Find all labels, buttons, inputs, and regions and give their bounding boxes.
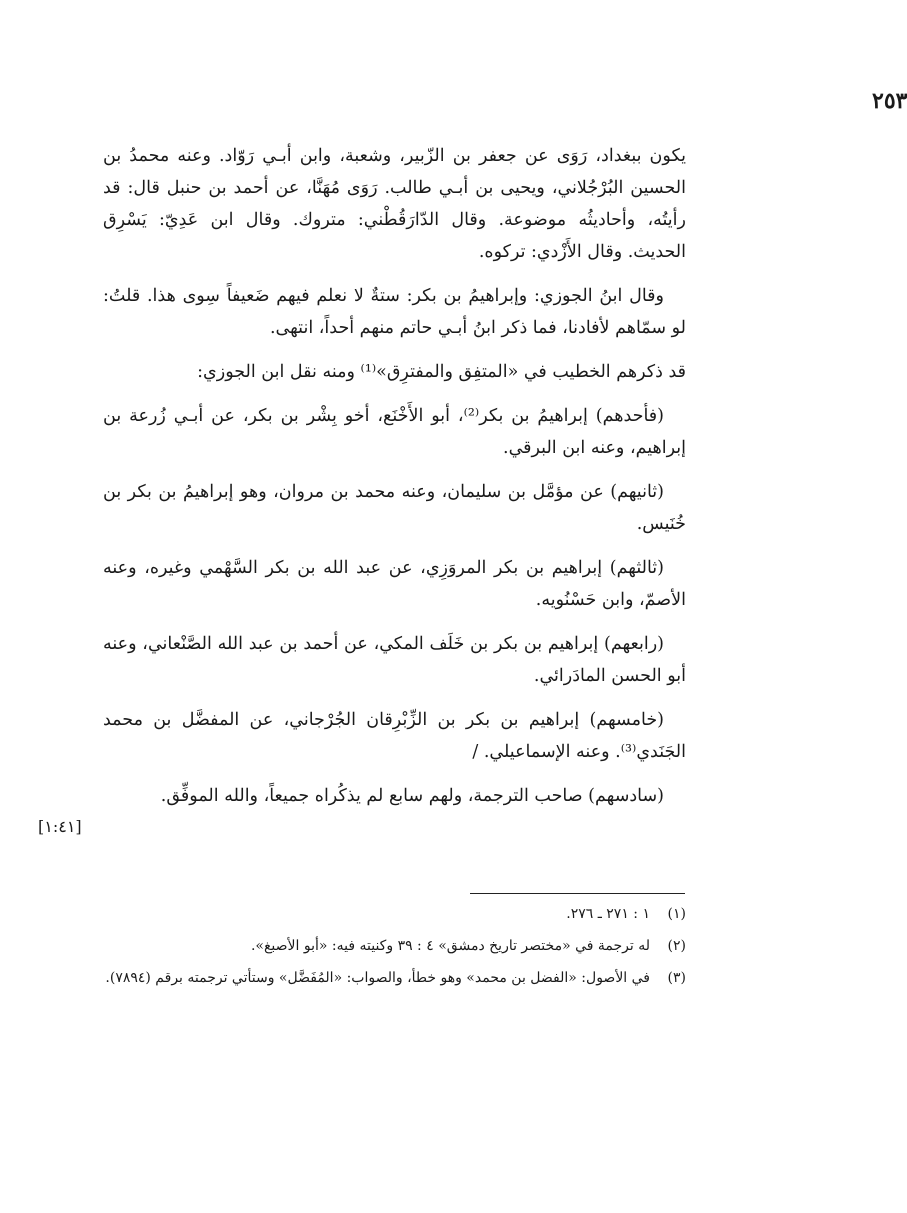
main-text — [103, 140, 686, 824]
footnote-number: (٣) — [667, 970, 686, 986]
footnote-number: (٢) — [667, 938, 686, 954]
paragraph-7: (رابعهم) إبراهيم بن بكر بن خَلَف المكي، عن أحمد بن عبد الله الصَّنْعاني، وعنه أبو الحسن المادَرائي. — [103, 634, 686, 686]
footnote-text: له ترجمة في «مختصر تاريخ دمشق» ٤ : ٣٩ وكنيته فيه: «أبو الأصبغ». — [250, 938, 650, 954]
paragraph-8: (خامسهم) إبراهيم بن بكر بن الزِّبْرِقان الجُرْجاني، عن المفضَّل بن محمد الجَنَدي⁽³⁾. وعنه الإسماعيلي. / — [103, 710, 686, 762]
footnote-2 — [103, 932, 686, 960]
footnote-divider — [470, 893, 685, 894]
footnote-1 — [103, 900, 686, 928]
page-number: ٢٥٣ — [872, 88, 907, 114]
footnote-text: في الأصول: «الفضل بن محمد» وهو خطأ، والصواب: «المُفَضَّل» وستأتي ترجمته برقم (٧٨٩٤). — [105, 970, 650, 986]
footnotes — [103, 900, 686, 996]
paragraph-1: يكون ببغداد، رَوَى عن جعفر بن الزّبير، وشعبة، وابن أبـي رَوّاد. وعنه محمدُ بن الحسين البُرْجُلاني، ويحيى بن أبـي طالب. رَوَى مُهَنَّا، عن أحمد بن حنبل قال: قد رأيتُه، وأحاديثُه موضوعة. وقال الدّارَقُطْني: متروك. وقال ابن عَدِيّ: يَسْرِق الحديث. وقال الأَزْدي: تركوه. — [103, 146, 686, 262]
paragraph-2: وقال ابنُ الجوزي: وإبراهيمُ بن بكر: ستةٌ لا نعلم فيهم ضَعيفاً سِوى هذا. قلتُ: لو سمّاهم لأفادنا، فما ذكر ابنُ أبـي حاتم منهم أحداً، انتهى. — [103, 286, 686, 338]
footnote-3 — [103, 964, 686, 992]
paragraph-4: (فأحدهم) إبراهيمُ بن بكر⁽²⁾، أبو الأَخْنَع، أخو بِشْر بن بكر، عن أبـي زُرعة بن إبراهيم، وعنه ابن البرقي. — [103, 406, 686, 458]
paragraph-5: (ثانيهم) عن مؤمَّل بن سليمان، وعنه محمد بن مروان، وهو إبراهيمُ بن بكر بن خُنَيس. — [103, 482, 686, 534]
paragraph-3: قد ذكرهم الخطيب في «المتفِق والمفترِق»⁽¹⁾ ومنه نقل ابن الجوزي: — [197, 362, 686, 382]
paragraph-6: (ثالثهم) إبراهيم بن بكر المروَزِي، عن عبد الله بن بكر السَّهْمي وغيره، وعنه الأصمّ، وابن حَسْنُويه. — [103, 558, 686, 610]
volume-page-marker: [١:٤١] — [38, 817, 82, 836]
footnote-text: ١ : ٢٧١ ـ ٢٧٦. — [566, 906, 650, 922]
paragraph-9: (سادسهم) صاحب الترجمة، ولهم سابع لم يذكُراه جميعاً، والله الموفِّق. — [160, 786, 664, 806]
footnote-number: (١) — [667, 906, 686, 922]
